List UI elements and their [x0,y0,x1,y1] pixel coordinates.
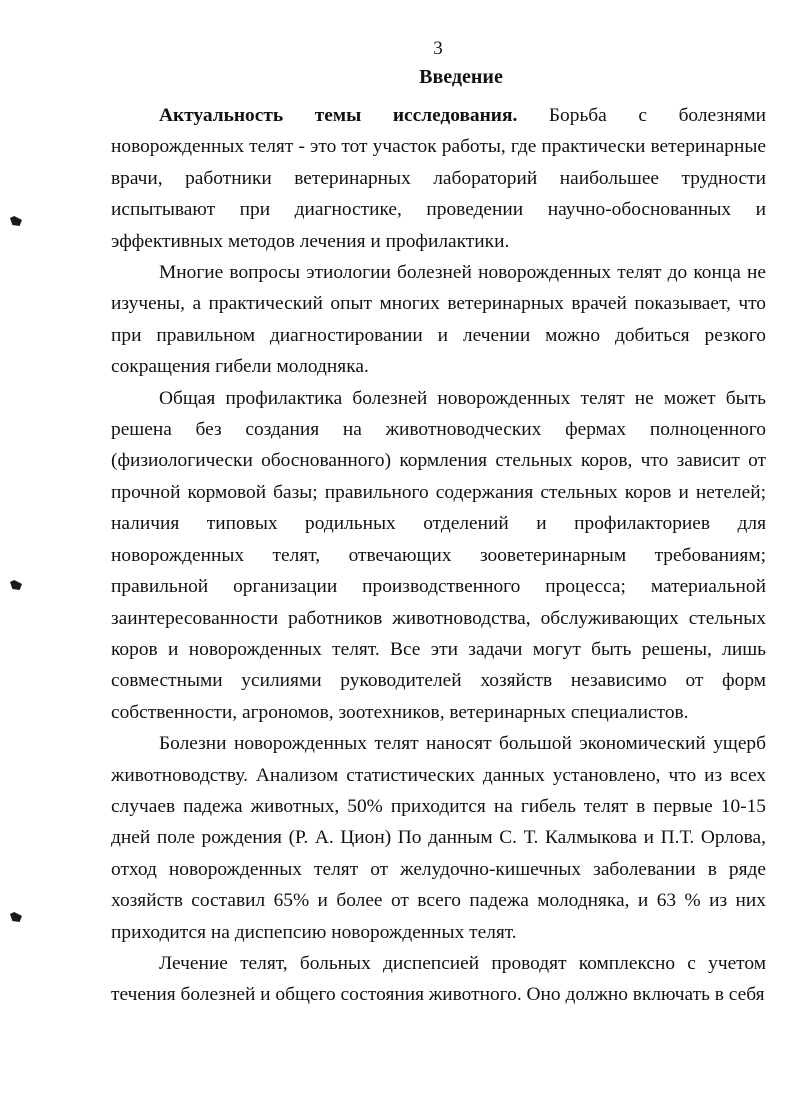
paragraph-lead: Актуальность темы исследования. [159,105,518,126]
margin-scan-mark [10,912,22,922]
document-body [111,100,766,1011]
margin-scan-mark [10,580,22,590]
paragraph-text: Борьба с болезнями новорожденных телят - это тот участок работы, где практически ветеринарные врачи, работники ветеринарных лабораторий наибольшее трудности испытывают при диагностике, проведении научно-обоснованных и эффективных методов лечения и профилактики. [111,105,766,252]
paragraph-etiology: Многие вопросы этиологии болезней новорожденных телят до конца не изучены, а практический опыт многих ветеринарных врачей показывает, что при правильном диагностировании и лечении можно добиться резкого сокращения гибели молодняка. [111,262,766,378]
paragraph-prevention: Общая профилактика болезней новорожденных телят не может быть решена без создания на животноводческих фермах полноценного (физиологически обоснованного) кормления стельных коров, что зависит от прочной кормовой базы; правильного содержания стельных коров и нетелей; наличия типовых родильных отделений и профилакториев для новорожденных телят, отвечающих зооветеринарным требованиям; правильной организации производственного процесса; материальной заинтересованности работников животноводства, обслуживающих стельных коров и новорожденных телят. Все эти задачи могут быть решены, лишь совместными усилиями руководителей хозяйств независимо от форм собственности, агрономов, зоотехников, ветеринарных специалистов. [111,387,766,723]
margin-scan-mark [10,216,22,226]
paragraph-relevance [111,100,766,257]
paragraph-treatment: Лечение телят, больных диспепсией проводят комплексно с учетом течения болезней и общего состояния животного. Оно должно включать в себя [111,952,766,1006]
page-number: 3 [433,38,443,59]
paragraph-economic-damage: Болезни новорожденных телят наносят большой экономический ущерб животноводству. Анализом статистических данных установлено, что из всех случаев падежа животных, 50% приходится на гибель телят в первые 10-15 дней поле рождения (Р. А. Цион) По данным С. Т. Калмыкова и П.Т. Орлова, отход новорожденных телят от желудочно-кишечных заболевании в ряде хозяйств составил 65% и более от всего падежа молодняка, и 63 % из них приходится на диспепсию новорожденных телят. [111,733,766,943]
page-heading: Введение [419,66,503,88]
